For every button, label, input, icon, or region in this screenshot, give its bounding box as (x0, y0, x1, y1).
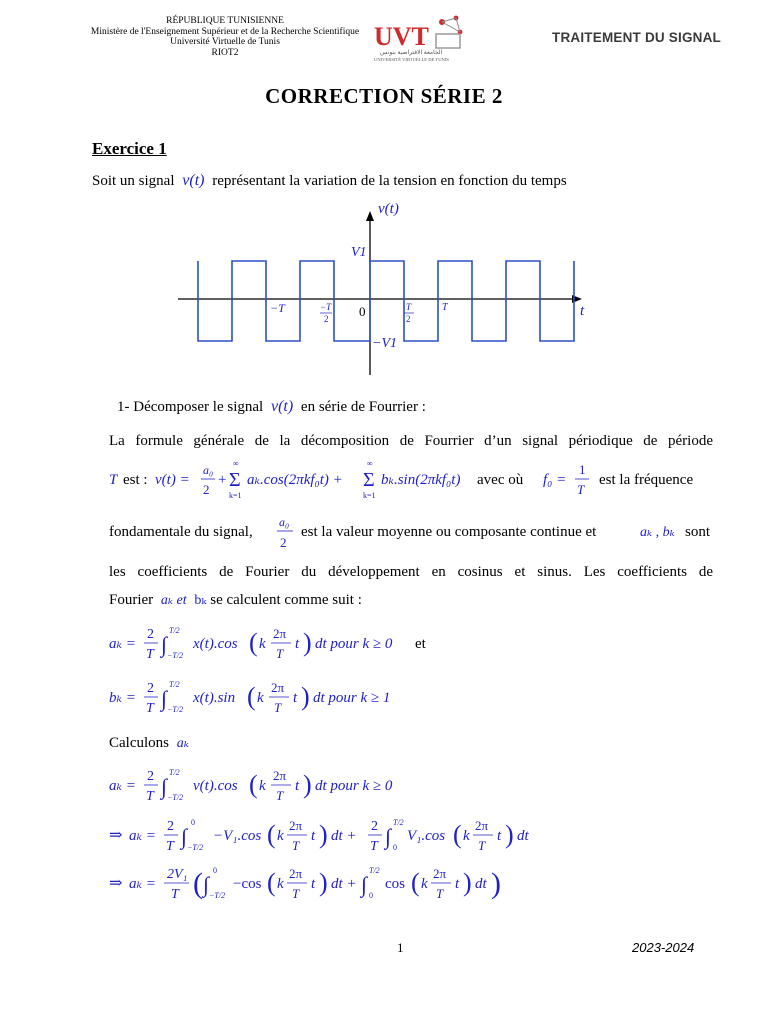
header-line-1: RÉPUBLIQUE TUNISIENNE (166, 16, 284, 26)
svg-text:bₖ.sin(2πkf₀t): bₖ.sin(2πkf₀t) (381, 472, 461, 488)
svg-text:T: T (478, 838, 486, 853)
svg-text:2π: 2π (433, 866, 447, 881)
uvt-logo (372, 12, 472, 62)
question-1-after: en série de Fourrier : (300, 399, 426, 415)
svg-text:(: ( (411, 868, 420, 897)
svg-text:2: 2 (371, 819, 378, 834)
svg-text:T: T (370, 839, 378, 854)
svg-text:(: ( (193, 867, 203, 900)
question-1-label: 1- Décomposer le signal (117, 399, 264, 415)
paragraph-line-4: les coefficients de Fourier du développement en cosinus et sinus. Les coefficients de (109, 564, 713, 580)
exercise-intro (92, 172, 567, 190)
svg-text:(: ( (267, 820, 276, 849)
svg-text:∫: ∫ (385, 824, 392, 849)
v-high-label: V1 (351, 245, 367, 260)
period-T: T (109, 472, 118, 488)
calc-label: se calculent comme suit : (210, 592, 362, 608)
exercise-title: Exercice 1 (92, 139, 167, 158)
svg-text:T/2: T/2 (169, 768, 180, 777)
intro-after: représentant la variation de la tension en fonction du temps (212, 173, 567, 189)
svg-text:k=1: k=1 (229, 491, 242, 500)
x-axis-label: t (580, 303, 585, 319)
svg-text:0: 0 (369, 891, 373, 900)
svg-text:T: T (146, 789, 154, 804)
svg-text:2π: 2π (271, 680, 285, 695)
svg-text:∫: ∫ (161, 686, 168, 711)
svg-text:bₖ =: bₖ = (109, 690, 136, 706)
svg-text:V₁.cos: V₁.cos (407, 828, 446, 844)
svg-text:dt +: dt + (331, 828, 357, 844)
svg-text:k=1: k=1 (363, 491, 376, 500)
frequency-end-label: est la fréquence (599, 472, 694, 488)
svg-text:dt pour k ≥ 1: dt pour k ≥ 1 (313, 690, 391, 706)
signal-waveform (198, 261, 574, 341)
square-wave-graph (170, 195, 600, 390)
svg-text:2: 2 (203, 482, 210, 497)
svg-text:(: ( (453, 820, 462, 849)
sont-label: sont (685, 524, 711, 540)
fundamental-start: fondamentale du signal, (109, 524, 253, 540)
svg-text:−T/2: −T/2 (167, 705, 184, 714)
intro-before: Soit un signal (92, 173, 175, 189)
tick-half-den: 2 (406, 314, 411, 324)
svg-text:⇒: ⇒ (109, 827, 123, 844)
svg-text:T: T (436, 886, 444, 901)
svg-text:2π: 2π (289, 866, 303, 881)
logo-text: UVT (374, 22, 429, 51)
bk-definition (109, 674, 529, 722)
course-name: TRAITEMENT DU SIGNAL (552, 30, 721, 45)
svg-text:t: t (293, 690, 298, 706)
tick-T: T (442, 302, 448, 313)
svg-text:2: 2 (147, 627, 154, 642)
fourier-label: Fourier (109, 592, 154, 608)
svg-text:2V₁: 2V₁ (167, 867, 188, 882)
svg-text:): ) (505, 820, 514, 849)
svg-text:T: T (146, 647, 154, 662)
svg-text:0: 0 (393, 843, 397, 852)
svg-text:dt pour k ≥ 0: dt pour k ≥ 0 (315, 778, 393, 794)
svg-text:−cos: −cos (233, 876, 262, 892)
svg-text:): ) (491, 867, 501, 900)
y-axis-label: v(t) (378, 201, 399, 217)
svg-text:t: t (455, 876, 460, 892)
svg-text:(: ( (249, 628, 258, 657)
svg-text:): ) (303, 628, 312, 657)
svg-text:T: T (577, 482, 585, 497)
svg-text:k: k (257, 690, 264, 706)
svg-text:∫: ∫ (203, 872, 210, 897)
svg-text:Σ: Σ (363, 469, 375, 491)
svg-text:T: T (274, 700, 282, 715)
fundamental-line (109, 512, 719, 556)
svg-text:t: t (295, 636, 300, 652)
svg-text:aₖ =: aₖ = (129, 876, 156, 892)
svg-text:T: T (276, 788, 284, 803)
svg-text:2π: 2π (273, 768, 287, 783)
v-low-label: −V1 (372, 336, 397, 351)
svg-text:T: T (171, 887, 179, 902)
svg-text:2: 2 (147, 681, 154, 696)
academic-year: 2023-2024 (632, 940, 695, 955)
question-1-signal: v(t) (270, 398, 294, 415)
svg-text:T: T (276, 646, 284, 661)
svg-text:T/2: T/2 (393, 818, 404, 827)
logo-subtitle: UNIVERSITÉ VIRTUELLE DE TUNIS (374, 57, 449, 62)
ak-definition (109, 620, 529, 668)
svg-text:v(t).cos: v(t).cos (193, 778, 238, 794)
svg-text:dt: dt (475, 876, 487, 892)
svg-text:+: + (218, 472, 227, 488)
avec-label: avec où (477, 472, 524, 488)
svg-text:k: k (421, 876, 428, 892)
svg-text:1: 1 (579, 462, 586, 477)
svg-text:k: k (463, 828, 470, 844)
svg-text:dt: dt (517, 828, 529, 844)
svg-text:T/2: T/2 (169, 680, 180, 689)
question-1 (117, 398, 426, 416)
svg-text:2: 2 (280, 535, 287, 550)
et-label: et (415, 636, 426, 652)
logo-arabic-text: الجامعة الافتراضية بتونس (380, 50, 443, 56)
svg-text:2π: 2π (273, 626, 287, 641)
svg-text:0: 0 (213, 866, 217, 875)
svg-text:∫: ∫ (161, 632, 168, 657)
svg-text:aₖ , bₖ: aₖ , bₖ (640, 525, 675, 540)
calculons-line: Calculons aₖ (109, 735, 189, 751)
svg-text:∫: ∫ (161, 774, 168, 799)
svg-text:⇒: ⇒ (109, 875, 123, 892)
svg-text:∫: ∫ (361, 872, 368, 897)
svg-text:v(t) =: v(t) = (155, 472, 190, 488)
calculons-label: Calculons (109, 735, 169, 751)
svg-text:T: T (292, 886, 300, 901)
svg-text:(: ( (267, 868, 276, 897)
svg-text:a₀: a₀ (203, 463, 214, 477)
institution-header (60, 16, 390, 58)
svg-text:t: t (295, 778, 300, 794)
svg-text:2π: 2π (289, 818, 303, 833)
svg-text:): ) (319, 820, 328, 849)
svg-text:dt +: dt + (331, 876, 357, 892)
svg-text:2π: 2π (475, 818, 489, 833)
svg-text:T: T (292, 838, 300, 853)
svg-text:a₀: a₀ (279, 515, 290, 529)
svg-text:k: k (259, 636, 266, 652)
tick-zero: 0 (359, 304, 366, 319)
svg-text:2: 2 (147, 769, 154, 784)
fundamental-mid: est la valeur moyenne ou composante continue et (301, 524, 597, 540)
svg-text:(: ( (249, 770, 258, 799)
ak-vt-equation (109, 762, 529, 810)
svg-text:2: 2 (167, 819, 174, 834)
svg-text:t: t (497, 828, 502, 844)
svg-text:T/2: T/2 (169, 626, 180, 635)
svg-text:∫: ∫ (181, 824, 188, 849)
page-title: CORRECTION SÉRIE 2 (265, 84, 503, 108)
svg-text:0: 0 (191, 818, 195, 827)
svg-text:cos: cos (385, 876, 405, 892)
header-line-3: Université Virtuelle de Tunis (170, 37, 280, 47)
intro-signal: v(t) (182, 172, 205, 189)
svg-text:): ) (301, 682, 310, 711)
y-axis-arrow-icon (366, 211, 374, 221)
svg-text:∞: ∞ (233, 459, 239, 468)
svg-text:t: t (311, 876, 316, 892)
svg-text:aₖ =: aₖ = (109, 778, 136, 794)
svg-text:T/2: T/2 (369, 866, 380, 875)
svg-text:k: k (259, 778, 266, 794)
svg-text:aₖ =: aₖ = (109, 636, 136, 652)
svg-text:−V₁.cos: −V₁.cos (213, 828, 262, 844)
paragraph-line-1: La formule générale de la décomposition de Fourrier d’un signal périodique de période (109, 433, 713, 449)
svg-text:dt pour k ≥ 0: dt pour k ≥ 0 (315, 636, 393, 652)
svg-text:k: k (277, 876, 284, 892)
est-label: est : (123, 472, 148, 488)
svg-text:t: t (311, 828, 316, 844)
svg-text:−T/2: −T/2 (167, 793, 184, 802)
svg-text:): ) (303, 770, 312, 799)
tick-neg-T: −T (270, 301, 285, 315)
svg-text:(: ( (247, 682, 256, 711)
svg-text:T: T (166, 839, 174, 854)
svg-text:−T/2: −T/2 (209, 891, 226, 900)
tick-half-num: T (406, 302, 412, 312)
svg-text:aₖ =: aₖ = (129, 828, 156, 844)
tick-neg-half-den: 2 (324, 314, 329, 324)
svg-text:∞: ∞ (367, 459, 373, 468)
svg-text:−T/2: −T/2 (187, 843, 204, 852)
svg-text:): ) (463, 868, 472, 897)
logo-screen-icon (436, 34, 460, 48)
ak-factored-equation (109, 860, 569, 910)
svg-text:−T/2: −T/2 (167, 651, 184, 660)
svg-text:k: k (277, 828, 284, 844)
tick-neg-half-num: −T (320, 302, 332, 312)
svg-text:aₖ.cos(2πkf₀t) +: aₖ.cos(2πkf₀t) + (247, 472, 343, 488)
svg-text:f₀ =: f₀ = (543, 472, 567, 488)
svg-text:x(t).cos: x(t).cos (193, 636, 238, 652)
svg-text:T: T (146, 701, 154, 716)
ak-split-equation (109, 812, 569, 860)
svg-text:x(t).sin: x(t).sin (193, 690, 236, 706)
fourier-formula-line (109, 458, 719, 502)
header-line-4: RIOT2 (211, 47, 239, 58)
page-number: 1 (397, 940, 404, 955)
svg-text:Σ: Σ (229, 469, 241, 491)
svg-text:): ) (319, 868, 328, 897)
header-line-2: Ministère de l'Enseignement Supérieur et de la Recherche Scientifique (90, 26, 360, 37)
paragraph-line-5: Fourier aₖ et bₖ se calculent comme suit : (109, 592, 362, 608)
